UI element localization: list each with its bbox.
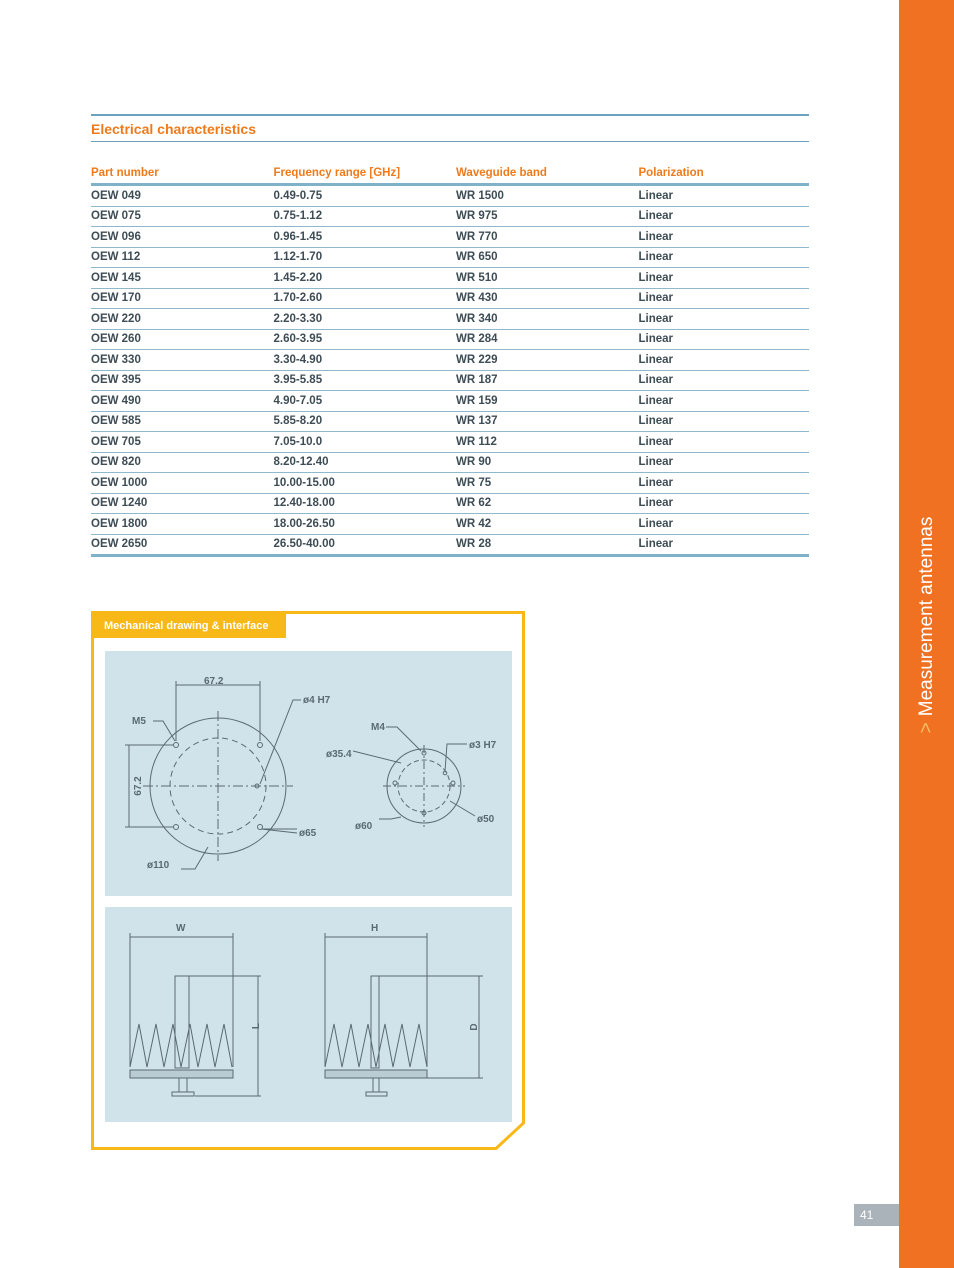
table-row <box>91 452 809 473</box>
cell-part-number: OEW 705 <box>91 432 274 453</box>
cell-part-number: OEW 820 <box>91 452 274 473</box>
cell-waveguide-band: WR 42 <box>456 514 639 535</box>
table-header-row <box>91 163 809 185</box>
cell-waveguide-band: WR 112 <box>456 432 639 453</box>
cell-waveguide-band: WR 284 <box>456 329 639 350</box>
cell-polarization: Linear <box>639 432 810 453</box>
label-outer-110: ø110 <box>147 860 170 871</box>
cell-frequency-range: 3.30-4.90 <box>274 350 457 371</box>
cell-waveguide-band: WR 62 <box>456 493 639 514</box>
cell-frequency-range: 1.45-2.20 <box>274 268 457 289</box>
label-pin-hole-4: ø4 H7 <box>303 695 331 706</box>
sidebar-title <box>916 517 938 734</box>
cell-waveguide-band: WR 975 <box>456 206 639 227</box>
dim-height-67-2: 67.2 <box>133 776 144 796</box>
cell-frequency-range: 1.12-1.70 <box>274 247 457 268</box>
label-bolt-circle-65: ø65 <box>299 828 317 839</box>
header-part-number: Part number <box>91 163 274 185</box>
cell-waveguide-band: WR 510 <box>456 268 639 289</box>
cell-waveguide-band: WR 340 <box>456 309 639 330</box>
cell-frequency-range: 3.95-5.85 <box>274 370 457 391</box>
dim-l: L <box>251 1022 262 1030</box>
cell-polarization: Linear <box>639 370 810 391</box>
cell-frequency-range: 0.75-1.12 <box>274 206 457 227</box>
cell-part-number: OEW 170 <box>91 288 274 309</box>
cell-part-number: OEW 075 <box>91 206 274 227</box>
cell-part-number: OEW 112 <box>91 247 274 268</box>
cell-part-number: OEW 1240 <box>91 493 274 514</box>
cell-waveguide-band: WR 28 <box>456 534 639 556</box>
cell-part-number: OEW 585 <box>91 411 274 432</box>
cell-polarization: Linear <box>639 268 810 289</box>
dim-w: W <box>176 923 186 934</box>
cell-part-number: OEW 145 <box>91 268 274 289</box>
cell-polarization: Linear <box>639 391 810 412</box>
label-m4: M4 <box>371 722 385 733</box>
page-number: 41 <box>854 1204 899 1226</box>
table-row <box>91 309 809 330</box>
cell-polarization: Linear <box>639 247 810 268</box>
table-body <box>91 185 809 556</box>
cell-part-number: OEW 049 <box>91 185 274 207</box>
table-row <box>91 514 809 535</box>
cell-frequency-range: 2.60-3.95 <box>274 329 457 350</box>
drawing-panel-top <box>105 651 512 896</box>
cell-part-number: OEW 220 <box>91 309 274 330</box>
cell-waveguide-band: WR 90 <box>456 452 639 473</box>
cell-waveguide-band: WR 229 <box>456 350 639 371</box>
cell-polarization: Linear <box>639 206 810 227</box>
cell-frequency-range: 12.40-18.00 <box>274 493 457 514</box>
side-view-drawing <box>105 907 512 1122</box>
cell-polarization: Linear <box>639 309 810 330</box>
chevron-right-icon: > <box>916 722 937 734</box>
label-outer-60: ø60 <box>355 821 373 832</box>
table-row <box>91 473 809 494</box>
cell-polarization: Linear <box>639 288 810 309</box>
table-row <box>91 206 809 227</box>
cell-frequency-range: 7.05-10.0 <box>274 432 457 453</box>
table-row <box>91 268 809 289</box>
table-row <box>91 288 809 309</box>
table-row <box>91 391 809 412</box>
cell-frequency-range: 10.00-15.00 <box>274 473 457 494</box>
table-row <box>91 329 809 350</box>
table-row <box>91 432 809 453</box>
cell-waveguide-band: WR 650 <box>456 247 639 268</box>
cell-frequency-range: 1.70-2.60 <box>274 288 457 309</box>
table-row <box>91 185 809 207</box>
drawing-panel-bottom <box>105 907 512 1122</box>
table-row <box>91 534 809 556</box>
cell-waveguide-band: WR 187 <box>456 370 639 391</box>
table-row <box>91 411 809 432</box>
cell-frequency-range: 4.90-7.05 <box>274 391 457 412</box>
cell-waveguide-band: WR 1500 <box>456 185 639 207</box>
label-bolt-circle-50: ø50 <box>477 814 495 825</box>
cell-polarization: Linear <box>639 227 810 248</box>
cell-part-number: OEW 330 <box>91 350 274 371</box>
header-polarization: Polarization <box>639 163 810 185</box>
cell-frequency-range: 8.20-12.40 <box>274 452 457 473</box>
cell-polarization: Linear <box>639 411 810 432</box>
table-row <box>91 227 809 248</box>
header-frequency-range: Frequency range [GHz] <box>274 163 457 185</box>
cell-frequency-range: 26.50-40.00 <box>274 534 457 556</box>
cell-polarization: Linear <box>639 185 810 207</box>
table-row <box>91 370 809 391</box>
cell-frequency-range: 5.85-8.20 <box>274 411 457 432</box>
label-pin-hole-3: ø3 H7 <box>469 740 497 751</box>
table-row <box>91 493 809 514</box>
cell-polarization: Linear <box>639 534 810 556</box>
dim-d: D <box>469 1023 480 1031</box>
cell-part-number: OEW 096 <box>91 227 274 248</box>
label-inner-35-4: ø35.4 <box>326 749 352 760</box>
cell-part-number: OEW 1800 <box>91 514 274 535</box>
table-row <box>91 247 809 268</box>
cell-waveguide-band: WR 770 <box>456 227 639 248</box>
mechanical-title: Mechanical drawing & interface <box>94 614 286 638</box>
sidebar-title-text: Measurement antennas <box>916 516 937 717</box>
dim-h: H <box>371 923 379 934</box>
cell-waveguide-band: WR 430 <box>456 288 639 309</box>
cell-polarization: Linear <box>639 473 810 494</box>
cell-part-number: OEW 490 <box>91 391 274 412</box>
table-row <box>91 350 809 371</box>
cell-polarization: Linear <box>639 493 810 514</box>
cell-polarization: Linear <box>639 329 810 350</box>
cell-waveguide-band: WR 159 <box>456 391 639 412</box>
cell-frequency-range: 0.49-0.75 <box>274 185 457 207</box>
label-m5: M5 <box>132 716 146 727</box>
cell-frequency-range: 18.00-26.50 <box>274 514 457 535</box>
cell-part-number: OEW 2650 <box>91 534 274 556</box>
cell-part-number: OEW 1000 <box>91 473 274 494</box>
section-title: Electrical characteristics <box>91 121 256 137</box>
cell-polarization: Linear <box>639 350 810 371</box>
cell-frequency-range: 2.20-3.30 <box>274 309 457 330</box>
section-header <box>91 114 809 142</box>
cell-waveguide-band: WR 75 <box>456 473 639 494</box>
cell-frequency-range: 0.96-1.45 <box>274 227 457 248</box>
spec-table <box>91 163 809 557</box>
dim-width-67-2: 67.2 <box>204 676 224 687</box>
cell-polarization: Linear <box>639 514 810 535</box>
flange-drawing <box>105 651 512 896</box>
cell-part-number: OEW 395 <box>91 370 274 391</box>
cell-polarization: Linear <box>639 452 810 473</box>
header-waveguide-band: Waveguide band <box>456 163 639 185</box>
cell-part-number: OEW 260 <box>91 329 274 350</box>
cell-waveguide-band: WR 137 <box>456 411 639 432</box>
